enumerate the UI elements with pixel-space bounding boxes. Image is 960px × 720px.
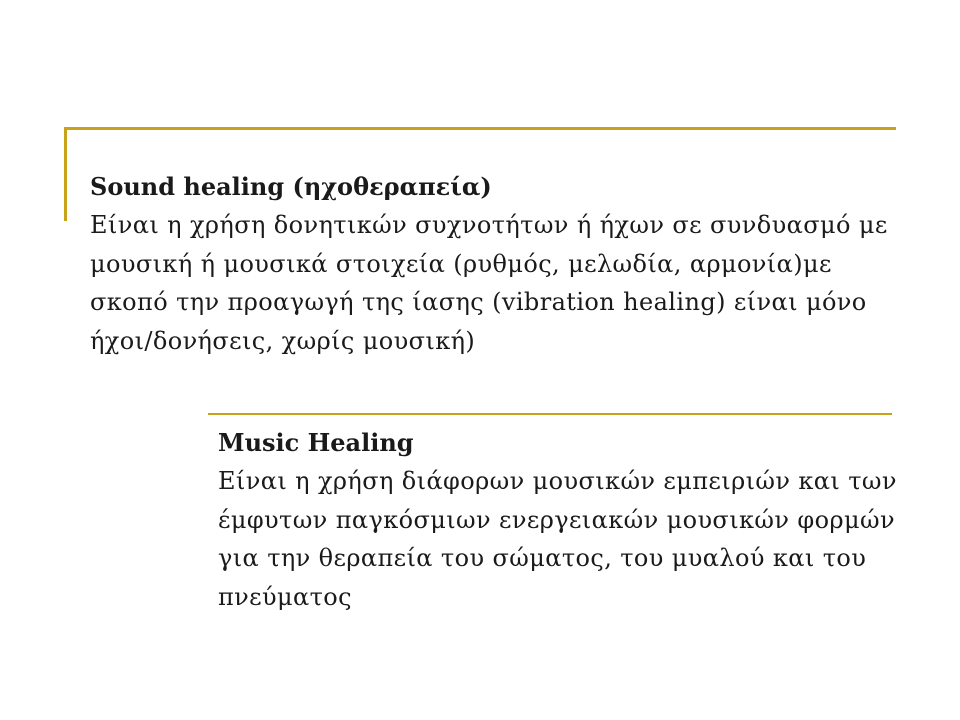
music-healing-title: Music Healing bbox=[218, 428, 414, 457]
music-healing-section bbox=[218, 424, 898, 616]
left-accent-rule bbox=[64, 127, 67, 221]
sound-healing-line-3: σκοπό την προαγωγή της ίασης (vibration healing) είναι μόνο bbox=[90, 288, 867, 316]
music-healing-line-1: Είναι η χρήση διάφορων μουσικών εμπειριών και των bbox=[218, 467, 897, 495]
top-accent-rule bbox=[64, 127, 896, 130]
middle-accent-rule bbox=[208, 413, 892, 415]
sound-healing-line-1: Είναι η χρήση δονητικών συχνοτήτων ή ήχων σε συνδυασμό με bbox=[90, 211, 888, 239]
music-healing-line-3: για την θεραπεία του σώματος, του μυαλού και του bbox=[218, 544, 867, 572]
sound-healing-section bbox=[90, 168, 890, 360]
music-healing-line-2: έμφυτων παγκόσμιων ενεργειακών μουσικών φορμών bbox=[218, 505, 895, 534]
sound-healing-title: Sound healing (ηχοθεραπεία) bbox=[90, 172, 492, 201]
music-healing-line-4: πνεύματος bbox=[218, 582, 352, 611]
sound-healing-line-4: ήχοι/δονήσεις, χωρίς μουσική) bbox=[90, 326, 476, 355]
sound-healing-line-2: μουσική ή μουσικά στοιχεία (ρυθμός, μελωδία, αρμονία)με bbox=[90, 249, 832, 278]
